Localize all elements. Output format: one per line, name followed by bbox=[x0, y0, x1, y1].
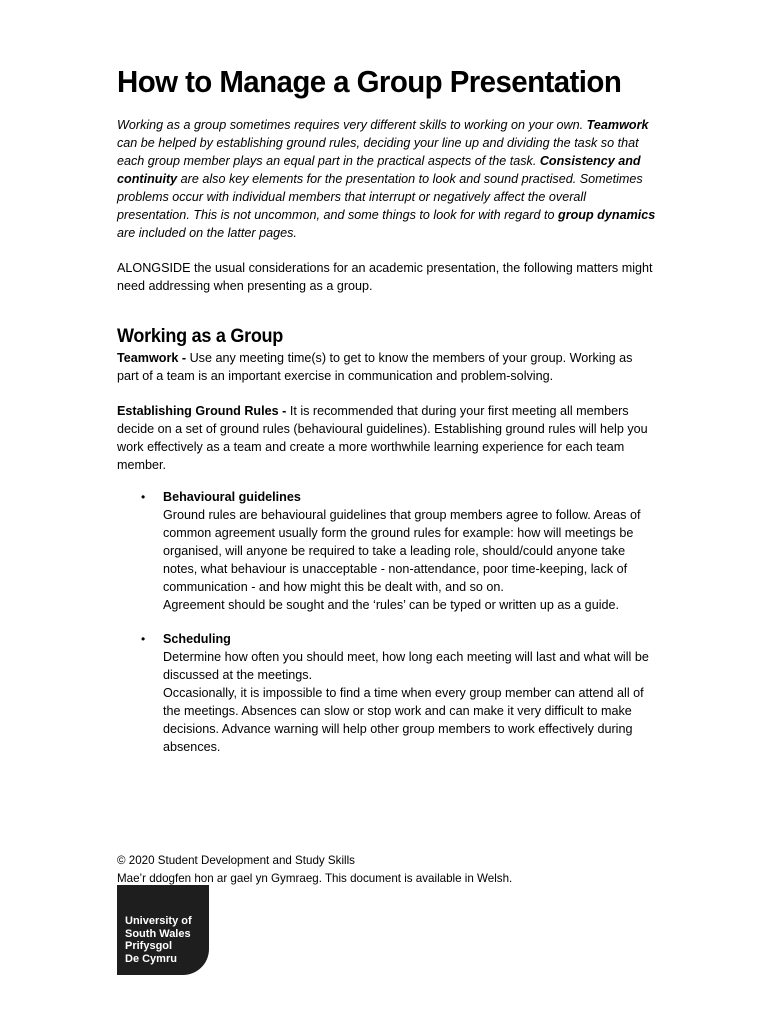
teamwork-paragraph bbox=[117, 349, 657, 385]
intro-text-2: can be helped by establishing ground rules, deciding your line up and dividing the task so that each group member plays an equal part in the practical aspects of the task. bbox=[117, 136, 639, 168]
copyright-text: © 2020 Student Development and Study Skills bbox=[117, 854, 355, 867]
teamwork-text: Use any meeting time(s) to get to know the members of your group. Working as part of a team is an important exercise in communication and problem-solving. bbox=[117, 351, 633, 383]
bullet-text: Determine how often you should meet, how long each meeting will last and what will be discussed at the meetings. bbox=[163, 650, 649, 682]
teamwork-label: Teamwork - bbox=[117, 351, 190, 365]
list-item bbox=[117, 488, 657, 614]
university-logo bbox=[117, 885, 209, 975]
footer bbox=[117, 852, 512, 888]
bullet-title: Scheduling bbox=[163, 632, 231, 646]
intro-group-dynamics: group dynamics bbox=[558, 208, 656, 222]
list-item bbox=[117, 630, 657, 756]
ground-rules-paragraph bbox=[117, 402, 657, 474]
document-body bbox=[117, 62, 657, 756]
logo-line: University of bbox=[125, 915, 192, 927]
intro-paragraph bbox=[117, 116, 657, 242]
bullet-list bbox=[117, 488, 657, 756]
intro-teamwork: Teamwork bbox=[586, 118, 649, 132]
intro-text-4: are included on the latter pages. bbox=[117, 226, 297, 240]
logo-line: Prifysgol bbox=[125, 940, 173, 952]
logo-line: South Wales bbox=[125, 927, 191, 940]
bullet-text: Occasionally, it is impossible to find a time when every group member can attend all of the meetings. Absences can slow or stop work and can make it very difficult to make decisions. Advance warning will help other group members to work effectively during absences. bbox=[163, 686, 644, 754]
intro-text-1: Working as a group sometimes requires very different skills to working on your own. bbox=[117, 118, 584, 132]
intro-text-3: are also key elements for the presentation to look and sound practised. Sometimes problems occur with individual members that interrupt or negatively affect the overall presentation. This is not uncommon, and some things to look for with regard to bbox=[117, 172, 643, 222]
bullet-icon: • bbox=[141, 632, 146, 646]
section-heading: Working as a Group bbox=[117, 326, 284, 347]
bullet-text: Ground rules are behavioural guidelines that group members agree to follow. Areas of common agreement usually form the ground rules for example: how will meetings be organised, will anyone be required to take a leading role, should/could anyone take notes, what behaviour is unacceptable - non-attendance, poor time-keeping, lack of communication - and how might this be dealt with, and so on. bbox=[163, 508, 641, 594]
bullet-title: Behavioural guidelines bbox=[163, 490, 301, 504]
page-title: How to Manage a Group Presentation bbox=[117, 64, 622, 99]
intro-consistency: Consistency and continuity bbox=[117, 154, 641, 186]
welsh-availability-text: Mae’r ddogfen hon ar gael yn Gymraeg. This document is available in Welsh. bbox=[117, 872, 513, 885]
bullet-icon: • bbox=[141, 490, 146, 504]
logo-text bbox=[125, 915, 192, 965]
ground-rules-label: Establishing Ground Rules - bbox=[117, 404, 290, 418]
logo-line: De Cymru bbox=[125, 952, 177, 965]
ground-rules-text: It is recommended that during your first meeting all members decide on a set of ground rules (behavioural guidelines). Establishing ground rules will help you work effectively as a team and create a more worthwhile learning experience for each team member. bbox=[117, 404, 648, 472]
bullet-text: Agreement should be sought and the ‘rules’ can be typed or written up as a guide. bbox=[163, 598, 620, 612]
alongside-paragraph: ALONGSIDE the usual considerations for an academic presentation, the following matters might need addressing when presenting as a group. bbox=[117, 261, 653, 293]
